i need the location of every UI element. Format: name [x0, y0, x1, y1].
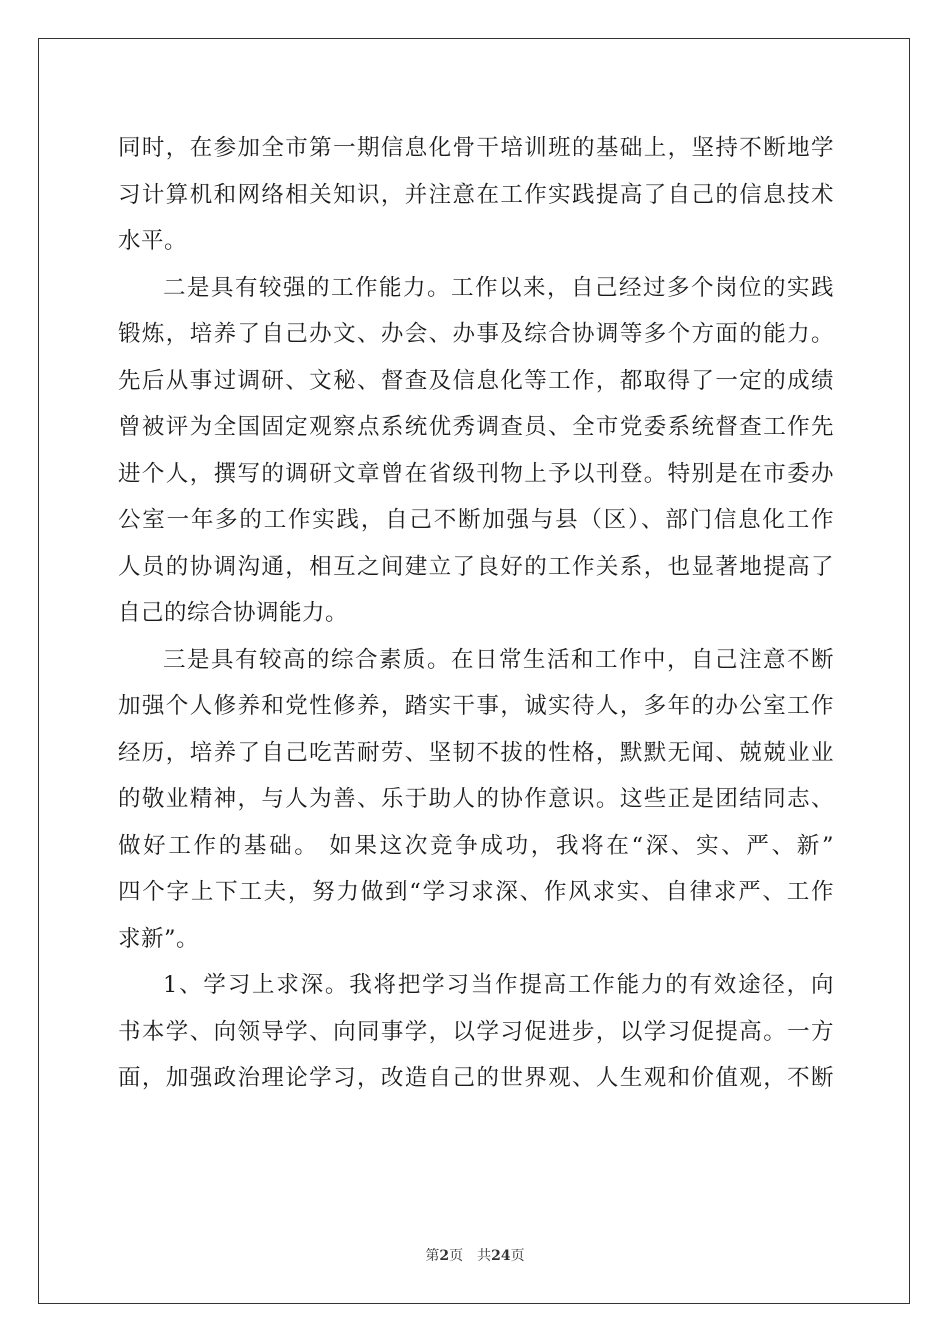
text-line: 经历，培养了自己吃苦耐劳、坚韧不拔的性格，默默无闻、兢兢业业	[118, 739, 834, 766]
text-line: 四个字上下工夫，努力做到“学习求深、作风求实、自律求严、工作	[118, 879, 834, 905]
text-line: 二是具有较强的工作能力。工作以来，自己经过多个岗位的实践	[163, 274, 834, 301]
text-line: 人员的协调沟通，相互之间建立了良好的工作关系，也显著地提高了	[118, 553, 834, 580]
text-line: 求新”。	[118, 925, 200, 952]
footer-page-prefix: 第	[425, 1248, 440, 1264]
text-line: 公室一年多的工作实践，自己不断加强与县（区）、部门信息化工作	[118, 507, 834, 533]
text-line: 先后从事过调研、文秘、督查及信息化等工作，都取得了一定的成绩	[118, 367, 834, 394]
document-body	[118, 125, 834, 1102]
text-line: 曾被评为全国固定观察点系统优秀调查员、全市党委系统督查工作先	[118, 414, 834, 440]
text-line: 做好工作的基础。 如果这次竞争成功，我将在“深、实、严、新”	[118, 832, 834, 859]
text-line: 加强个人修养和党性修养，踏实干事，诚实待人，多年的办公室工作	[118, 693, 834, 719]
text-line: 三是具有较高的综合素质。在日常生活和工作中，自己注意不断	[163, 646, 834, 673]
text-line: 水平。	[118, 228, 188, 254]
current-page-number: 2	[439, 1248, 450, 1264]
text-line: 书本学、向领导学、向同事学，以学习促进步，以学习促提高。一方	[118, 1018, 834, 1045]
text-line: 同时，在参加全市第一期信息化骨干培训班的基础上，坚持不断地学	[118, 135, 834, 161]
footer-page-suffix: 页	[449, 1248, 464, 1264]
footer-total-suffix: 页	[510, 1248, 525, 1264]
page-footer	[0, 1245, 950, 1265]
text-line: 进个人，撰写的调研文章曾在省级刊物上予以刊登。特别是在市委办	[118, 460, 834, 487]
text-line: 1、学习上求深。我将把学习当作提高工作能力的有效途径，向	[163, 972, 834, 998]
text-line: 面，加强政治理论学习，改造自己的世界观、人生观和价值观，不断	[118, 1065, 834, 1091]
total-pages-number: 24	[491, 1248, 511, 1264]
text-line: 的敬业精神，与人为善、乐于助人的协作意识。这些正是团结同志、	[118, 786, 834, 812]
text-line: 锻炼，培养了自己办文、办会、办事及综合协调等多个方面的能力。	[118, 321, 834, 347]
text-line: 习计算机和网络相关知识，并注意在工作实践提高了自己的信息技术	[118, 181, 834, 208]
text-line: 自己的综合协调能力。	[118, 600, 349, 626]
footer-total-prefix: 共	[477, 1248, 492, 1264]
